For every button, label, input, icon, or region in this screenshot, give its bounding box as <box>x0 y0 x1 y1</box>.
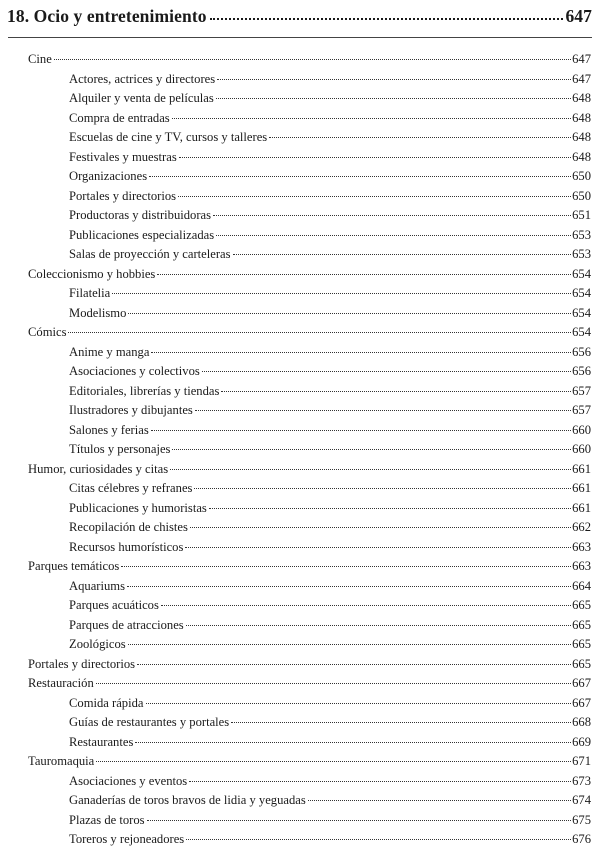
toc-subsection-entry <box>0 596 600 616</box>
dot-leader <box>221 391 571 392</box>
entry-page-number: 663 <box>572 559 591 573</box>
toc-section-entry <box>0 655 600 675</box>
entry-page-number: 661 <box>572 461 591 476</box>
entry-label: Portales y directorios <box>28 656 136 671</box>
entry-page-number: 676 <box>572 832 591 846</box>
entry-page-number: 654 <box>572 305 591 320</box>
entry-label: Plazas de toros <box>69 812 145 827</box>
entry-page-number: 657 <box>572 383 591 398</box>
dot-leader <box>147 820 572 821</box>
entry-page-number: 667 <box>572 695 591 710</box>
heading-divider <box>8 37 592 38</box>
entry-page-number: 648 <box>572 110 591 125</box>
entry-label: Salas de proyección y carteleras <box>69 247 231 261</box>
entry-label: Restauración <box>28 676 94 690</box>
dot-leader <box>189 781 571 782</box>
entry-label: Ilustradores y dibujantes <box>69 403 193 417</box>
dot-leader <box>151 352 571 353</box>
entry-page-number: 664 <box>572 578 591 593</box>
toc-section-entry <box>0 265 600 285</box>
dot-leader <box>137 664 571 665</box>
toc-subsection-entry <box>0 830 600 850</box>
entry-label: Editoriales, librerías y tiendas <box>69 383 220 398</box>
entry-page-number: 656 <box>572 364 591 378</box>
entry-label: Aquariums <box>69 578 125 593</box>
dot-leader <box>151 430 571 431</box>
entry-page-number: 667 <box>572 676 591 690</box>
entry-page-number: 669 <box>572 734 591 749</box>
toc-subsection-entry <box>0 148 600 168</box>
entry-page-number: 654 <box>572 266 591 281</box>
entry-label: Publicaciones especializadas <box>69 227 215 242</box>
toc-section-entry <box>0 557 600 577</box>
toc-subsection-entry <box>0 499 600 519</box>
dot-leader <box>233 254 572 255</box>
entry-page-number: 653 <box>572 227 591 242</box>
entry-page-number: 674 <box>572 793 591 807</box>
dot-leader <box>96 683 571 684</box>
dot-leader <box>172 449 571 450</box>
entry-label: Filatelia <box>69 286 111 300</box>
dot-leader <box>209 508 571 509</box>
toc-subsection-entry <box>0 733 600 753</box>
entry-label: Modelismo <box>69 305 127 320</box>
toc-subsection-entry <box>0 616 600 636</box>
entry-page-number: 653 <box>572 247 591 261</box>
toc-subsection-entry <box>0 109 600 129</box>
dot-leader <box>68 332 571 333</box>
toc-subsection-entry <box>0 284 600 304</box>
toc-subsection-entry <box>0 713 600 733</box>
entry-page-number: 647 <box>572 52 591 66</box>
toc-subsection-entry <box>0 187 600 207</box>
toc-subsection-entry <box>0 382 600 402</box>
entry-label: Anime y manga <box>69 344 150 359</box>
toc-subsection-entry <box>0 772 600 792</box>
entry-label: Humor, curiosidades y citas <box>28 461 169 476</box>
toc-section-entry <box>0 752 600 772</box>
entry-label: Organizaciones <box>69 169 148 183</box>
toc-subsection-entry <box>0 304 600 324</box>
entry-page-number: 661 <box>572 500 591 515</box>
entry-page-number: 651 <box>572 208 591 222</box>
dot-leader <box>161 605 571 606</box>
toc-subsection-entry <box>0 518 600 538</box>
entry-page-number: 654 <box>572 325 591 339</box>
toc-section-entry <box>0 674 600 694</box>
entry-page-number: 650 <box>572 169 591 183</box>
entry-label: Salones y ferias <box>69 422 149 437</box>
entry-label: Parques acuáticos <box>69 598 159 612</box>
entry-label: Ganaderías de toros bravos de lidia y yeguadas <box>69 793 306 807</box>
dot-leader <box>216 235 571 236</box>
entry-page-number: 660 <box>572 422 591 437</box>
dot-leader <box>172 118 571 119</box>
dot-leader <box>127 586 571 587</box>
entry-page-number: 668 <box>572 715 591 729</box>
toc-subsection-entry <box>0 421 600 441</box>
entry-label: Asociaciones y eventos <box>69 773 188 788</box>
chapter-heading <box>7 6 592 32</box>
dot-leader <box>178 196 571 197</box>
entry-label: Actores, actrices y directores <box>69 71 216 86</box>
toc-section-entry <box>0 323 600 343</box>
dot-leader <box>157 274 571 275</box>
dot-leader <box>112 293 571 294</box>
toc-subsection-entry <box>0 245 600 265</box>
entry-label: Zoológicos <box>69 637 126 651</box>
toc-subsection-entry <box>0 811 600 831</box>
toc-subsection-entry <box>0 343 600 363</box>
entry-page-number: 648 <box>572 130 591 144</box>
entry-label: Cine <box>28 52 52 66</box>
entry-label: Recopilación de chistes <box>69 520 188 534</box>
chapter-title: 18. Ocio y entretenimiento <box>7 6 207 26</box>
entry-label: Portales y directorios <box>69 188 177 203</box>
toc-subsection-entry <box>0 70 600 90</box>
entry-label: Escuelas de cine y TV, cursos y talleres <box>69 130 268 144</box>
dot-leader <box>149 176 571 177</box>
dot-leader <box>202 371 571 372</box>
toc-subsection-entry <box>0 479 600 499</box>
dot-leader <box>170 469 571 470</box>
entry-label: Cómics <box>28 325 67 339</box>
entry-page-number: 663 <box>572 539 591 554</box>
entry-label: Restaurantes <box>69 734 134 749</box>
dot-leader <box>96 761 571 762</box>
toc-section-entry <box>0 460 600 480</box>
entry-label: Coleccionismo y hobbies <box>28 266 156 281</box>
dot-leader <box>121 566 571 567</box>
dot-leader <box>213 215 571 216</box>
entry-label: Citas célebres y refranes <box>69 481 193 495</box>
dot-leader <box>216 98 571 99</box>
entry-page-number: 654 <box>572 286 591 300</box>
entry-label: Productoras y distribuidoras <box>69 208 212 222</box>
chapter-dot-leader <box>210 18 564 20</box>
entry-page-number: 662 <box>572 520 591 534</box>
entry-label: Parques temáticos <box>28 559 120 573</box>
toc-section-entry <box>0 50 600 70</box>
toc-subsection-entry <box>0 401 600 421</box>
entry-page-number: 656 <box>572 344 591 359</box>
dot-leader <box>54 59 571 60</box>
toc-subsection-entry <box>0 538 600 558</box>
entry-page-number: 673 <box>572 773 591 788</box>
entry-page-number: 647 <box>572 71 591 86</box>
dot-leader <box>146 703 572 704</box>
dot-leader <box>217 79 571 80</box>
entry-label: Toreros y rejoneadores <box>69 832 185 846</box>
dot-leader <box>128 313 571 314</box>
dot-leader <box>185 547 571 548</box>
toc-subsection-entry <box>0 206 600 226</box>
dot-leader <box>128 644 571 645</box>
entry-page-number: 665 <box>572 617 591 632</box>
entry-page-number: 660 <box>572 442 591 456</box>
dot-leader <box>231 722 571 723</box>
entry-label: Publicaciones y humoristas <box>69 500 207 515</box>
toc-subsection-entry <box>0 167 600 187</box>
entry-label: Títulos y personajes <box>69 442 171 456</box>
entry-label: Festivales y muestras <box>69 149 177 164</box>
entry-page-number: 665 <box>572 656 591 671</box>
entry-label: Alquiler y venta de películas <box>69 91 214 105</box>
entry-page-number: 665 <box>572 637 591 651</box>
toc-subsection-entry <box>0 226 600 246</box>
entry-page-number: 657 <box>572 403 591 417</box>
dot-leader <box>186 839 571 840</box>
dot-leader <box>308 800 571 801</box>
entry-page-number: 648 <box>572 91 591 105</box>
toc-subsection-entry <box>0 362 600 382</box>
entry-label: Asociaciones y colectivos <box>69 364 200 378</box>
dot-leader <box>190 527 571 528</box>
toc-subsection-entry <box>0 635 600 655</box>
chapter-page-number: 647 <box>565 6 592 26</box>
toc-subsection-entry <box>0 577 600 597</box>
entry-label: Compra de entradas <box>69 110 170 125</box>
toc-subsection-entry <box>0 89 600 109</box>
toc-subsection-entry <box>0 440 600 460</box>
toc-subsection-entry <box>0 694 600 714</box>
entry-page-number: 650 <box>572 188 591 203</box>
entry-page-number: 661 <box>572 481 591 495</box>
entry-page-number: 675 <box>572 812 591 827</box>
dot-leader <box>194 488 571 489</box>
entry-label: Comida rápida <box>69 695 144 710</box>
dot-leader <box>195 410 571 411</box>
dot-leader <box>135 742 571 743</box>
entry-label: Parques de atracciones <box>69 617 184 632</box>
entry-page-number: 648 <box>572 149 591 164</box>
toc-subsection-entry <box>0 791 600 811</box>
dot-leader <box>186 625 571 626</box>
entry-label: Guías de restaurantes y portales <box>69 715 230 729</box>
table-of-contents <box>0 50 600 850</box>
entry-label: Recursos humorísticos <box>69 539 184 554</box>
toc-subsection-entry <box>0 128 600 148</box>
entry-label: Tauromaquia <box>28 754 95 768</box>
dot-leader <box>269 137 571 138</box>
entry-page-number: 671 <box>572 754 591 768</box>
dot-leader <box>179 157 571 158</box>
entry-page-number: 665 <box>572 598 591 612</box>
